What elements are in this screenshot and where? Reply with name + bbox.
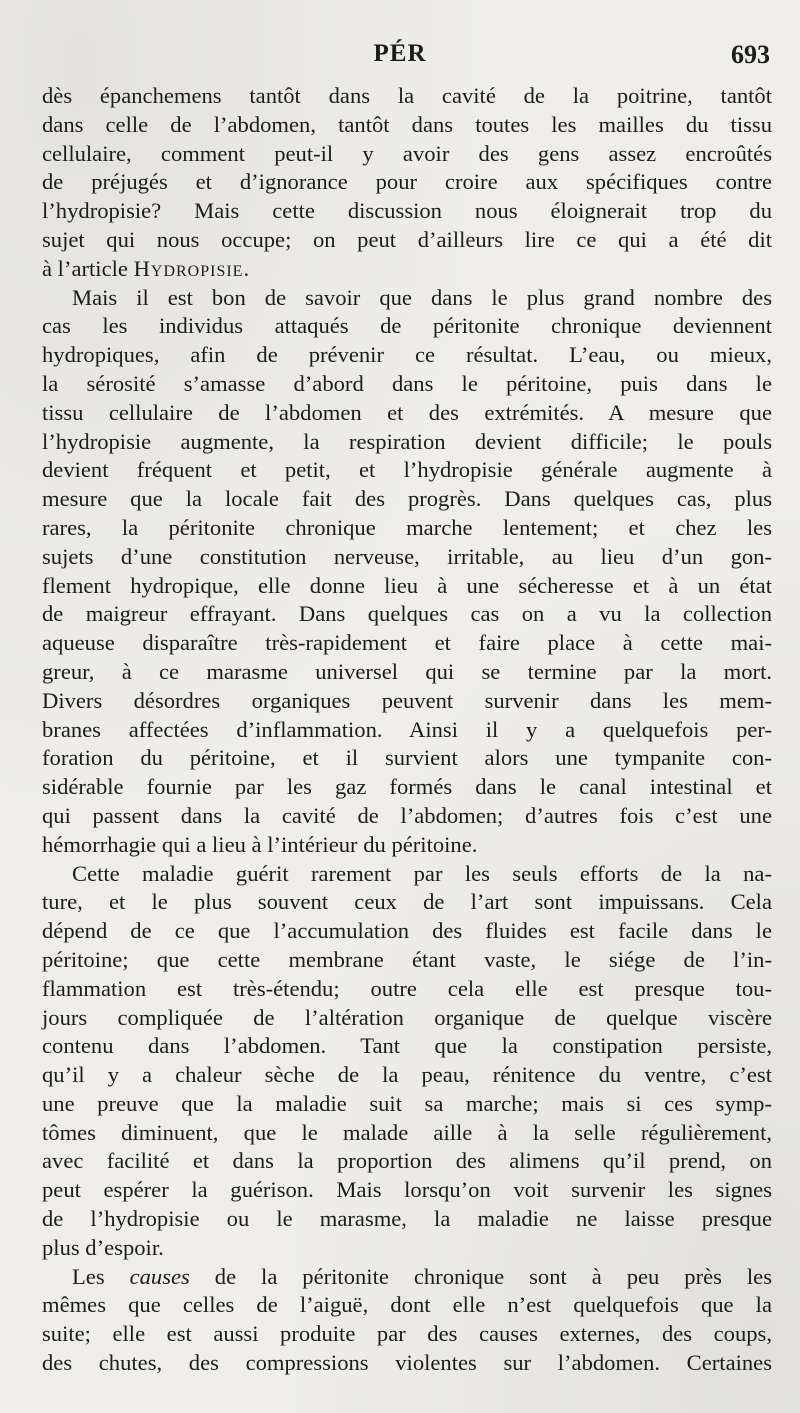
text-line: de l’hydropisie ou le marasme, la maladie ne laisse presque	[42, 1206, 772, 1232]
text-line: sujets d’une constitution nerveuse, irritable, au lieu d’un gon-	[42, 543, 772, 569]
text-line: des chutes, des compressions violentes sur l’abdomen. Certaines	[42, 1350, 772, 1376]
text-line: l’hydropisie? Mais cette discussion nous éloignerait trop du	[42, 198, 772, 224]
text-line: Cette maladie guérit rarement par les seuls efforts de la na-	[72, 860, 772, 886]
running-head: PÉR	[373, 40, 427, 67]
text-fragment: de la péritonite chronique sont à peu près les	[189, 1263, 772, 1289]
text-line: hémorrhagie qui a lieu à l’intérieur du péritoine.	[42, 831, 478, 857]
text-line: tissu cellulaire de l’abdomen et des extrémités. A mesure que	[42, 399, 772, 425]
page-header	[0, 40, 800, 80]
text-line: greur, à ce marasme universel qui se termine par la mort.	[42, 658, 772, 684]
text-line: suite; elle est aussi produite par des causes externes, des coups,	[42, 1321, 772, 1347]
text-line: de préjugés et d’ignorance pour croire aux spécifiques contre	[42, 169, 772, 195]
text-line: dépend de ce que l’accumulation des fluides est facile dans le	[42, 918, 772, 944]
text-line: dès épanchemens tantôt dans la cavité de la poitrine, tantôt	[42, 83, 772, 108]
text-line: sujet qui nous occupe; on peut d’ailleurs lire ce qui a été dit	[42, 226, 772, 252]
text-line: cellulaire, comment peut-il y avoir des gens assez encroûtés	[42, 140, 772, 166]
text-line: Mais il est bon de savoir que dans le plus grand nombre des	[72, 284, 772, 310]
text-line: une preuve que la maladie suit sa marche; mais si ces symp-	[42, 1090, 772, 1116]
paragraph-4	[42, 1263, 772, 1378]
text-line: mêmes que celles de l’aiguë, dont elle n’est quelquefois que la	[42, 1292, 772, 1318]
cross-reference[interactable]: Hydropisie	[133, 255, 244, 281]
page-number: 693	[731, 40, 770, 69]
text-line: mesure que la locale fait des progrès. Dans quelques cas, plus	[42, 486, 772, 512]
text-line: flammation est très-étendu; outre cela elle est presque tou-	[42, 975, 772, 1001]
text-line: ture, et le plus souvent ceux de l’art sont impuissans. Cela	[42, 889, 772, 915]
text-line: qui passent dans la cavité de l’abdomen; d’autres fois c’est une	[42, 802, 772, 828]
text-fragment: .	[243, 255, 250, 281]
emphasis-text: causes	[129, 1263, 190, 1289]
text-line: branes affectées d’inflammation. Ainsi il y a quelquefois per-	[42, 716, 772, 742]
text-line: plus d’espoir.	[42, 1234, 164, 1260]
text-line: devient fréquent et petit, et l’hydropisie générale augmente à	[42, 457, 772, 483]
text-line: sidérable fournie par les gaz formés dans le canal intestinal et	[42, 774, 772, 800]
text-line: aqueuse disparaître très-rapidement et faire place à cette mai-	[42, 630, 772, 656]
text-line: peut espérer la guérison. Mais lorsqu’on voit survenir les signes	[42, 1177, 772, 1203]
text-fragment: Les	[72, 1263, 130, 1289]
text-line: rares, la péritonite chronique marche lentement; et chez les	[42, 514, 772, 540]
text-line: de maigreur effrayant. Dans quelques cas on a vu la collection	[42, 601, 772, 627]
text-line: cas les individus attaqués de péritonite chronique deviennent	[42, 313, 772, 339]
paragraph-2	[42, 284, 772, 860]
text-line: hydropiques, afin de prévenir ce résultat. L’eau, ou mieux,	[42, 342, 772, 368]
text-line: l’hydropisie augmente, la respiration devient difficile; le pouls	[42, 428, 772, 454]
text-line	[42, 255, 772, 284]
text-line: qu’il y a chaleur sèche de la peau, rénitence du ventre, c’est	[42, 1062, 772, 1088]
text-fragment: à l’article	[42, 255, 134, 281]
text-line: contenu dans l’abdomen. Tant que la constipation persiste,	[42, 1033, 772, 1059]
text-line	[42, 1263, 772, 1292]
text-line: dans celle de l’abdomen, tantôt dans toutes les mailles du tissu	[42, 111, 772, 137]
text-line: péritoine; que cette membrane étant vaste, le siége de l’in-	[42, 946, 772, 972]
text-line: jours compliquée de l’altération organique de quelque viscère	[42, 1004, 772, 1030]
text-line: flement hydropique, elle donne lieu à une sécheresse et à un état	[42, 572, 772, 598]
body-text	[42, 82, 772, 1378]
text-line: avec facilité et dans la proportion des alimens qu’il prend, on	[42, 1148, 772, 1174]
text-line: Divers désordres organiques peuvent survenir dans les mem-	[42, 687, 772, 713]
paragraph-1	[42, 82, 772, 284]
paragraph-3	[42, 860, 772, 1263]
text-line: foration du péritoine, et il survient alors une tympanite con-	[42, 745, 772, 771]
text-line: la sérosité s’amasse d’abord dans le péritoine, puis dans le	[42, 370, 772, 396]
text-line: tômes diminuent, que le malade aille à la selle régulièrement,	[42, 1119, 772, 1145]
